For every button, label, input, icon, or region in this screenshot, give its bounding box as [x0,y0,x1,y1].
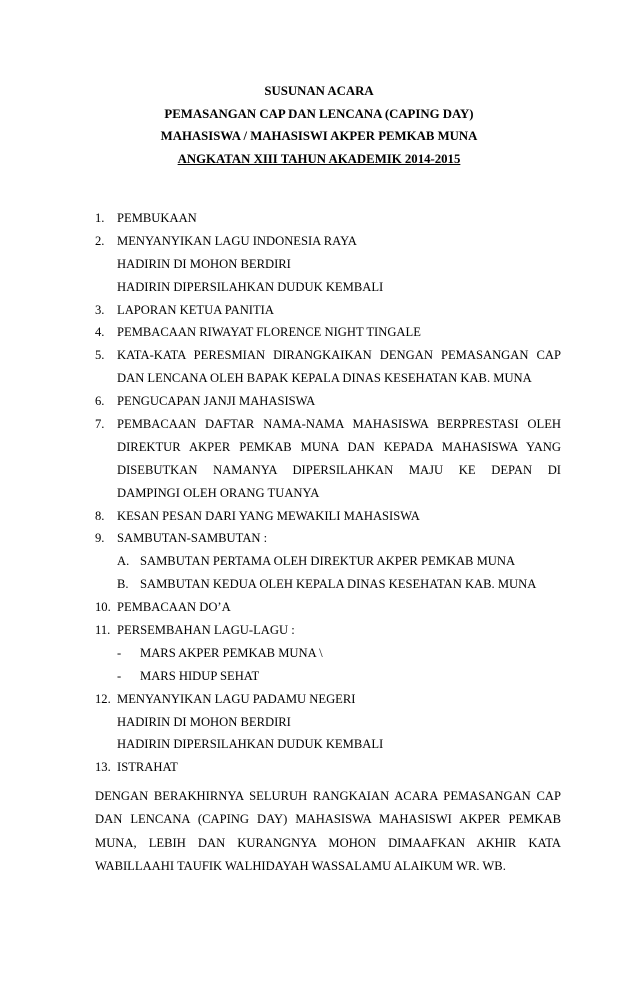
closing-line-1: DENGAN BERAKHIRNYA SELURUH RANGKAIAN ACARA PEMASANGAN CAP [95,789,561,803]
closing-paragraph [95,785,561,879]
agenda-item-12-line-3 [95,733,561,756]
item-text: DISEBUTKAN NAMANYA DIPERSILAHKAN MAJU KE DEPAN DI [117,462,561,477]
agenda-item-12-line-2 [95,711,561,734]
item-text: PEMBACAAN DAFTAR NAMA-NAMA MAHASISWA BERPRESTASI OLEH [117,417,561,432]
item-text: PERSEMBAHAN LAGU-LAGU : [117,623,295,638]
agenda-item-11 [95,619,561,642]
closing-line-2: DAN LENCANA (CAPING DAY) MAHASISWA MAHASISWI AKPER PEMKAB [95,812,561,827]
agenda-item-5-line-2 [95,367,561,390]
sub-marker: A. [117,554,130,569]
agenda-item-3 [95,299,561,322]
sub-marker: - [117,645,122,660]
item-number: 2. [95,233,105,248]
item-text: HADIRIN DIPERSILAHKAN DUDUK KEMBALI [117,279,384,294]
song-item-2 [95,665,561,688]
closing-line-3: MUNA, LEBIH DAN KURANGNYA MOHON DIMAAFKAN AKHIR KATA [95,835,561,850]
agenda-item-7-line-3 [95,459,561,482]
item-text: MENYANYIKAN LAGU INDONESIA RAYA [117,233,357,248]
title-line-4-text: ANGKATAN XIII TAHUN AKADEMIK 2014-2015 [177,151,461,166]
item-text: DAN LENCANA OLEH BAPAK KEPALA DINAS KESEHATAN KAB. MUNA [117,371,532,386]
agenda-item-2-line-3 [95,276,561,299]
item-text: KATA-KATA PERESMIAN DIRANGKAIKAN DENGAN PEMASANGAN CAP [117,348,561,363]
agenda-item-2-line-2 [95,253,561,276]
item-number: 1. [95,211,105,225]
title-line-1: SUSUNAN ACARA [264,84,374,98]
agenda-item-1 [95,207,561,230]
agenda-list [95,207,561,779]
sub-marker: B. [117,577,129,592]
agenda-item-12 [95,688,561,711]
agenda-item-6 [95,390,561,413]
closing-line-4: WABILLAAHI TAUFIK WALHIDAYAH WASSALAMU ALAIKUM WR. WB. [95,859,506,874]
sub-marker: - [117,668,122,683]
title-line-2: PEMASANGAN CAP DAN LENCANA (CAPING DAY) [164,106,474,121]
item-text: PENGUCAPAN JANJI MAHASISWA [117,394,316,409]
document-title [0,80,638,170]
item-text: HADIRIN DIPERSILAHKAN DUDUK KEMBALI [117,737,384,752]
item-text: SAMBUTAN-SAMBUTAN : [117,531,268,546]
item-text: ISTRAHAT [117,760,178,775]
item-text: DIREKTUR AKPER PEMKAB MUNA DAN KEPADA MAHASISWA YANG [117,439,561,454]
item-text: PEMBACAAN DO’A [117,600,231,615]
item-number: 6. [95,394,105,409]
item-text: DAMPINGI OLEH ORANG TUANYA [117,485,320,500]
agenda-item-7-line-4 [95,482,561,505]
sub-text: SAMBUTAN KEDUA OLEH KEPALA DINAS KESEHATAN KAB. MUNA [140,577,537,592]
item-number: 4. [95,325,105,340]
song-item-1 [95,642,561,665]
agenda-item-2 [95,230,561,253]
sub-text: MARS HIDUP SEHAT [140,668,260,683]
item-text: MENYANYIKAN LAGU PADAMU NEGERI [117,691,356,706]
agenda-item-5 [95,344,561,367]
title-line-4 [0,148,638,171]
item-number: 13. [95,760,111,775]
item-number: 10. [95,600,111,615]
item-number: 7. [95,417,105,432]
agenda-item-7 [95,413,561,436]
agenda-item-7-line-2 [95,436,561,459]
item-number: 5. [95,348,105,363]
agenda-item-10 [95,596,561,619]
item-text: PEMBUKAAN [117,211,197,225]
item-text: KESAN PESAN DARI YANG MEWAKILI MAHASISWA [117,508,420,523]
item-number: 9. [95,531,105,546]
item-text: LAPORAN KETUA PANITIA [117,302,274,317]
item-number: 8. [95,508,105,523]
item-number: 12. [95,691,111,706]
item-number: 11. [95,623,111,638]
sub-text: SAMBUTAN PERTAMA OLEH DIREKTUR AKPER PEMKAB MUNA [140,554,516,569]
sambutan-item-b [95,573,561,596]
item-text: HADIRIN DI MOHON BERDIRI [117,256,291,271]
sambutan-item-a [95,550,561,573]
agenda-item-8 [95,505,561,528]
item-number: 3. [95,302,105,317]
agenda-item-13 [95,756,561,779]
title-line-3: MAHASISWA / MAHASISWI AKPER PEMKAB MUNA [160,129,478,144]
item-text: PEMBACAAN RIWAYAT FLORENCE NIGHT TINGALE [117,325,421,340]
item-text: HADIRIN DI MOHON BERDIRI [117,714,291,729]
agenda-item-9 [95,527,561,550]
agenda-item-4 [95,321,561,344]
sub-text: MARS AKPER PEMKAB MUNA \ [140,645,323,660]
